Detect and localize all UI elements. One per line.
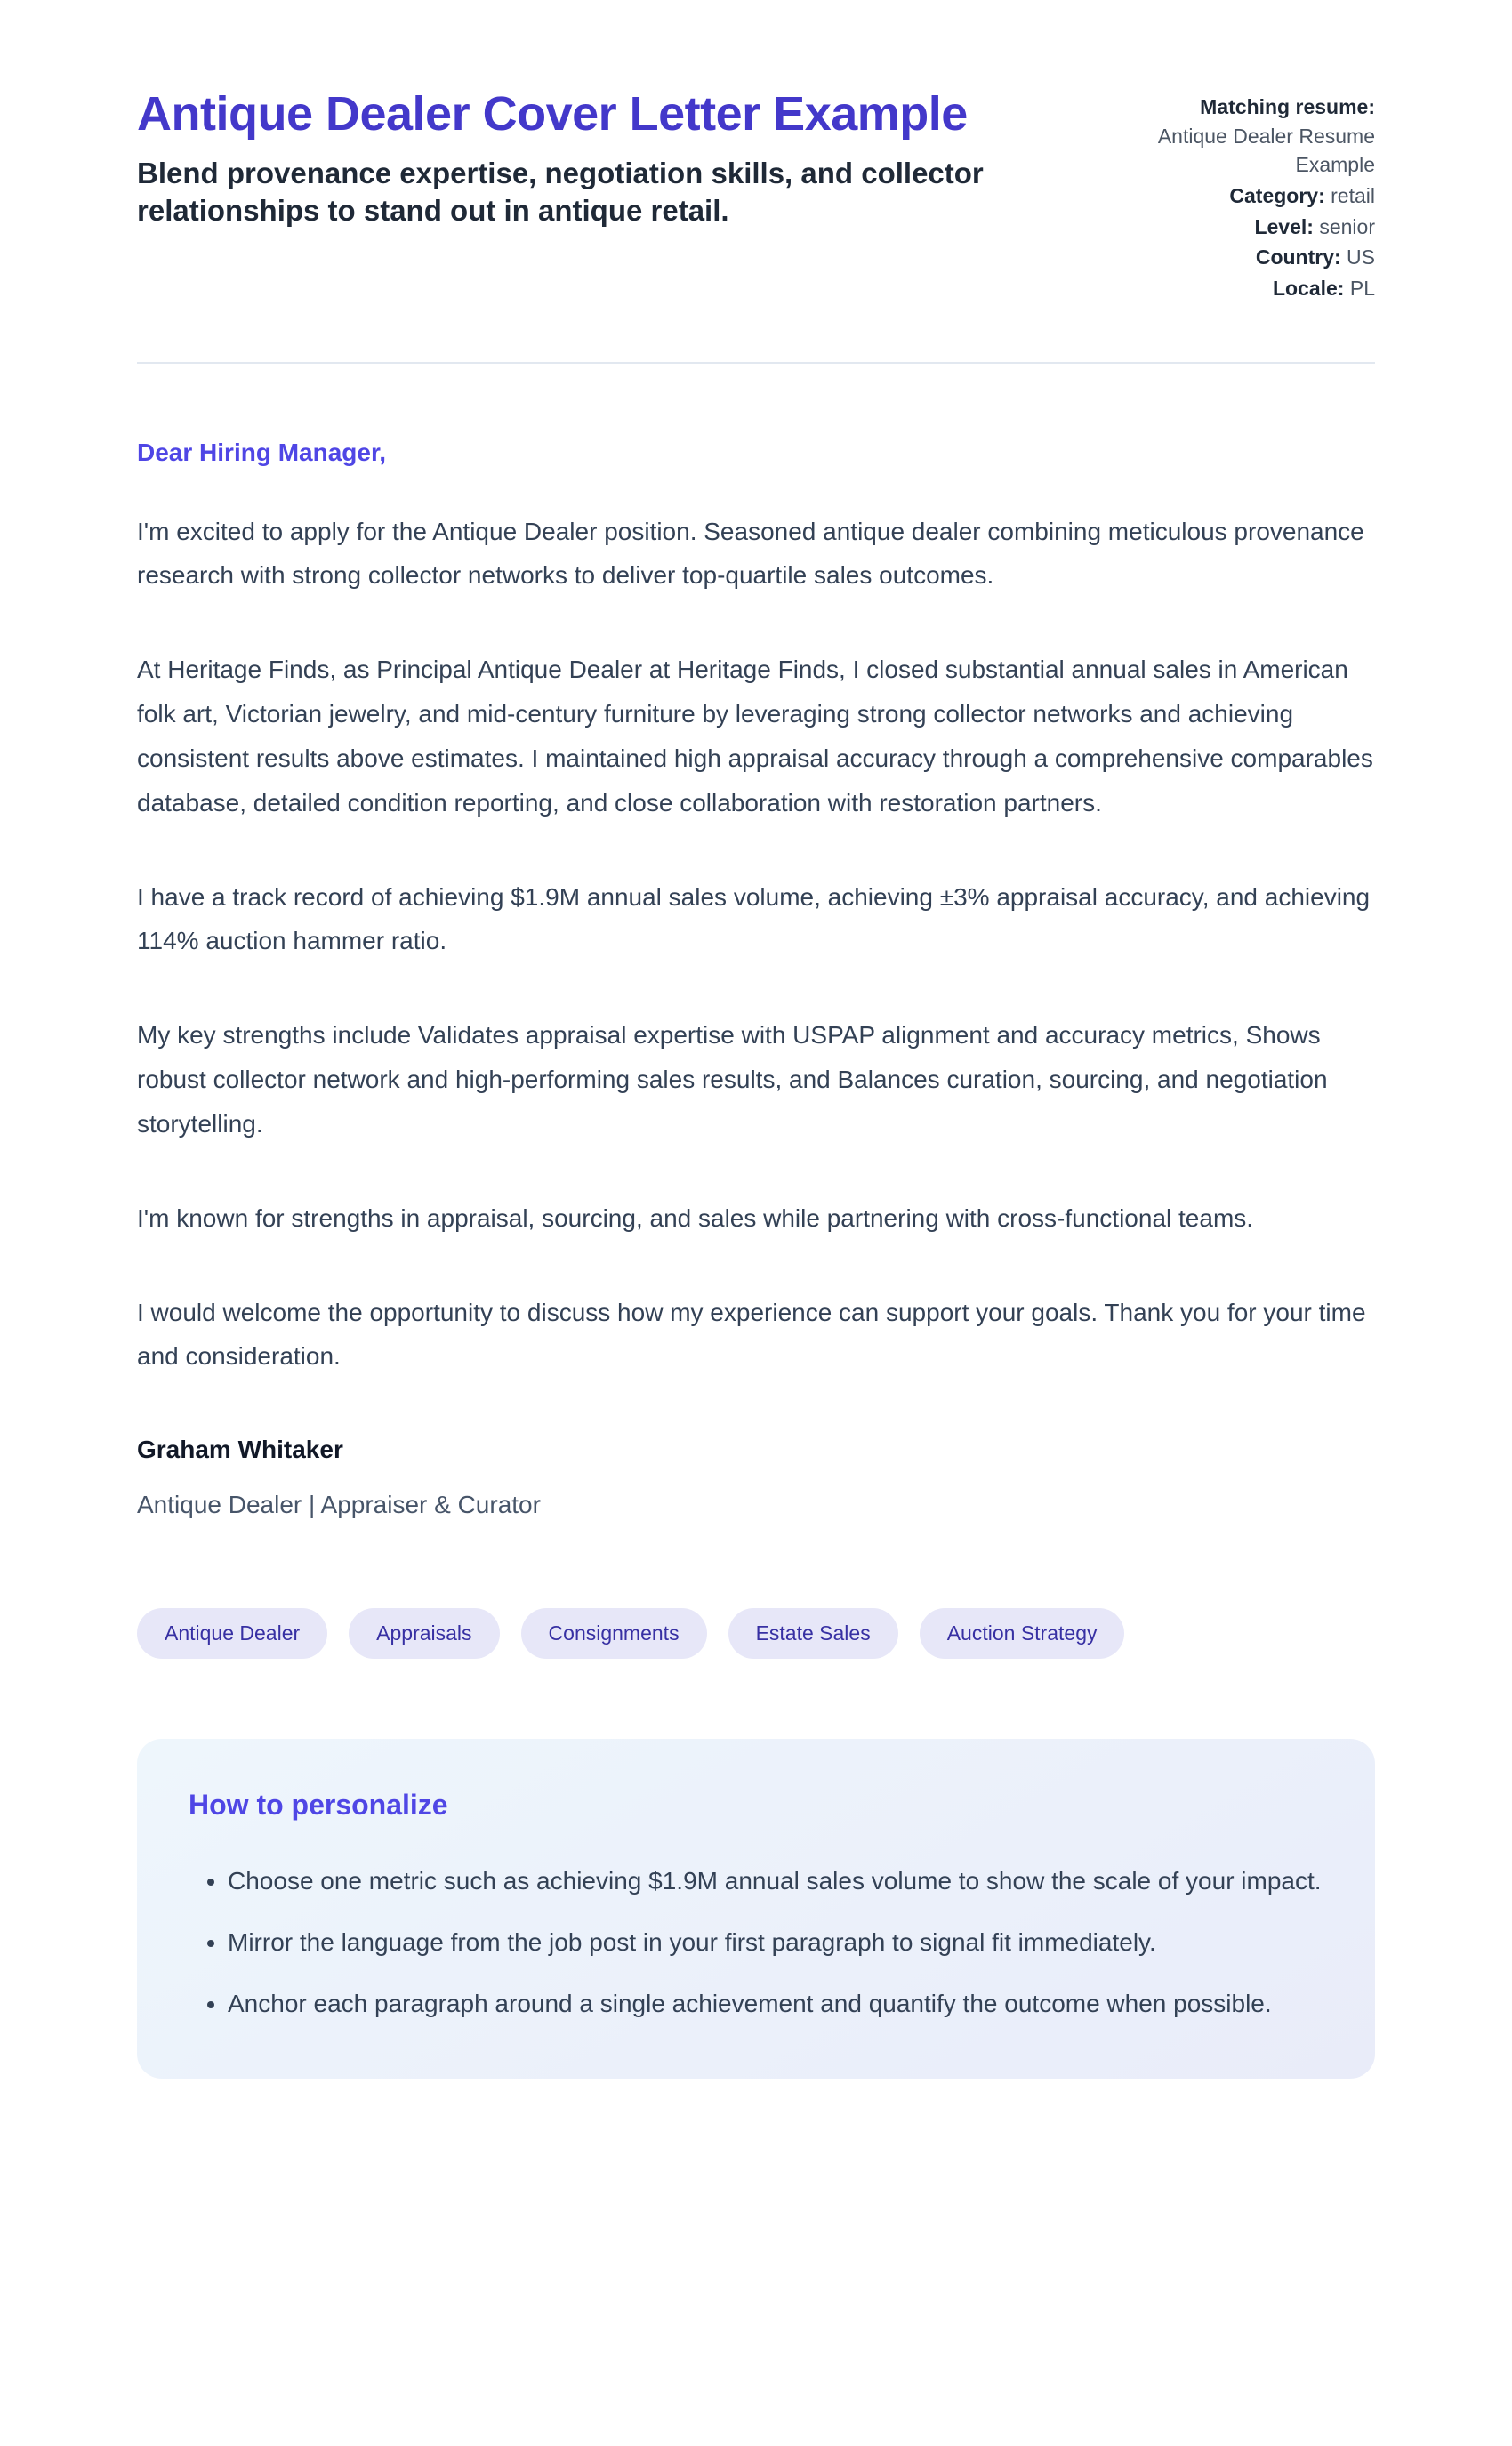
header-titles xyxy=(137,85,1062,229)
signature-name: Graham Whitaker xyxy=(137,1436,343,1464)
tag-antique-dealer[interactable]: Antique Dealer xyxy=(137,1608,327,1659)
signature-title: Antique Dealer | Appraiser & Curator xyxy=(137,1491,541,1519)
meta-category-value: retail xyxy=(1331,183,1375,207)
meta-locale-label: Locale: xyxy=(1272,276,1345,300)
personalize-tip: • Anchor each paragraph around a single achievement and quantify the outcome when possible. xyxy=(228,1982,1323,2025)
meta-level-label: Level: xyxy=(1254,214,1314,238)
meta-locale xyxy=(1108,274,1375,303)
personalize-heading: How to personalize xyxy=(189,1789,448,1822)
meta-matching-resume-value: Antique Dealer Resume Example xyxy=(1157,124,1375,177)
meta-level-value: senior xyxy=(1319,214,1375,238)
meta-country-value: US xyxy=(1347,245,1375,270)
tag-appraisals[interactable]: Appraisals xyxy=(349,1608,499,1659)
personalize-tip: • Mirror the language from the job post in your first paragraph to signal fit immediately. xyxy=(228,1920,1323,1964)
resume-meta-panel xyxy=(1108,85,1375,305)
header-divider xyxy=(137,362,1375,364)
meta-level xyxy=(1108,213,1375,242)
meta-locale-value: PL xyxy=(1349,276,1375,300)
tag-auction-strategy[interactable]: Auction Strategy xyxy=(920,1608,1125,1659)
tag-estate-sales[interactable]: Estate Sales xyxy=(728,1608,898,1659)
personalize-tip: • Choose one metric such as achieving $1.9M annual sales volume to show the scale of your impact. xyxy=(228,1859,1323,1903)
meta-country xyxy=(1108,243,1375,272)
letter-paragraph: I'm known for strengths in appraisal, sourcing, and sales while partnering with cross-functional teams. xyxy=(137,1203,1254,1232)
header xyxy=(137,85,1375,305)
page-subtitle: Blend provenance expertise, negotiation skills, and collector relationships to stand out in antique retail. xyxy=(137,156,984,227)
letter-paragraph: I'm excited to apply for the Antique Dealer position. Seasoned antique dealer combining meticulous provenance research with strong collector networks to deliver top-quartile sales outcomes. xyxy=(137,517,1364,590)
meta-category xyxy=(1108,181,1375,211)
meta-category-label: Category: xyxy=(1229,183,1325,207)
letter-paragraph: I would welcome the opportunity to discuss how my experience can support your goals. Thank you for your time and consideration. xyxy=(137,1298,1366,1371)
personalize-tip-list xyxy=(189,1859,1323,2025)
letter-paragraph: I have a track record of achieving $1.9M annual sales volume, achieving ±3% appraisal accuracy, and achieving 114% auction hammer ratio. xyxy=(137,882,1371,955)
personalize-card xyxy=(137,1739,1375,2079)
meta-country-label: Country: xyxy=(1255,245,1341,270)
meta-matching-resume-label: Matching resume: xyxy=(1200,95,1375,118)
letter-paragraph: At Heritage Finds, as Principal Antique Dealer at Heritage Finds, I closed substantial annual sales in American folk art, Victorian jewelry, and mid-century furniture by leveraging strong collector networks and achieving consistent results above estimates. I maintained high appraisal accuracy through a comprehensive comparables database, detailed condition reporting, and close collaboration with restoration partners. xyxy=(137,656,1373,817)
letter-paragraph: My key strengths include Validates appraisal expertise with USPAP alignment and accuracy metrics, Shows robust collector network and high-performing sales results, and Balances curation, sourcing, and negotiation storytelling. xyxy=(137,1021,1328,1138)
page-title: Antique Dealer Cover Letter Example xyxy=(137,87,968,141)
meta-matching-resume xyxy=(1108,93,1375,180)
letter-body xyxy=(137,439,1375,1520)
tag-list xyxy=(137,1608,1375,1659)
salutation: Dear Hiring Manager, xyxy=(137,438,387,466)
tag-consignments[interactable]: Consignments xyxy=(521,1608,707,1659)
